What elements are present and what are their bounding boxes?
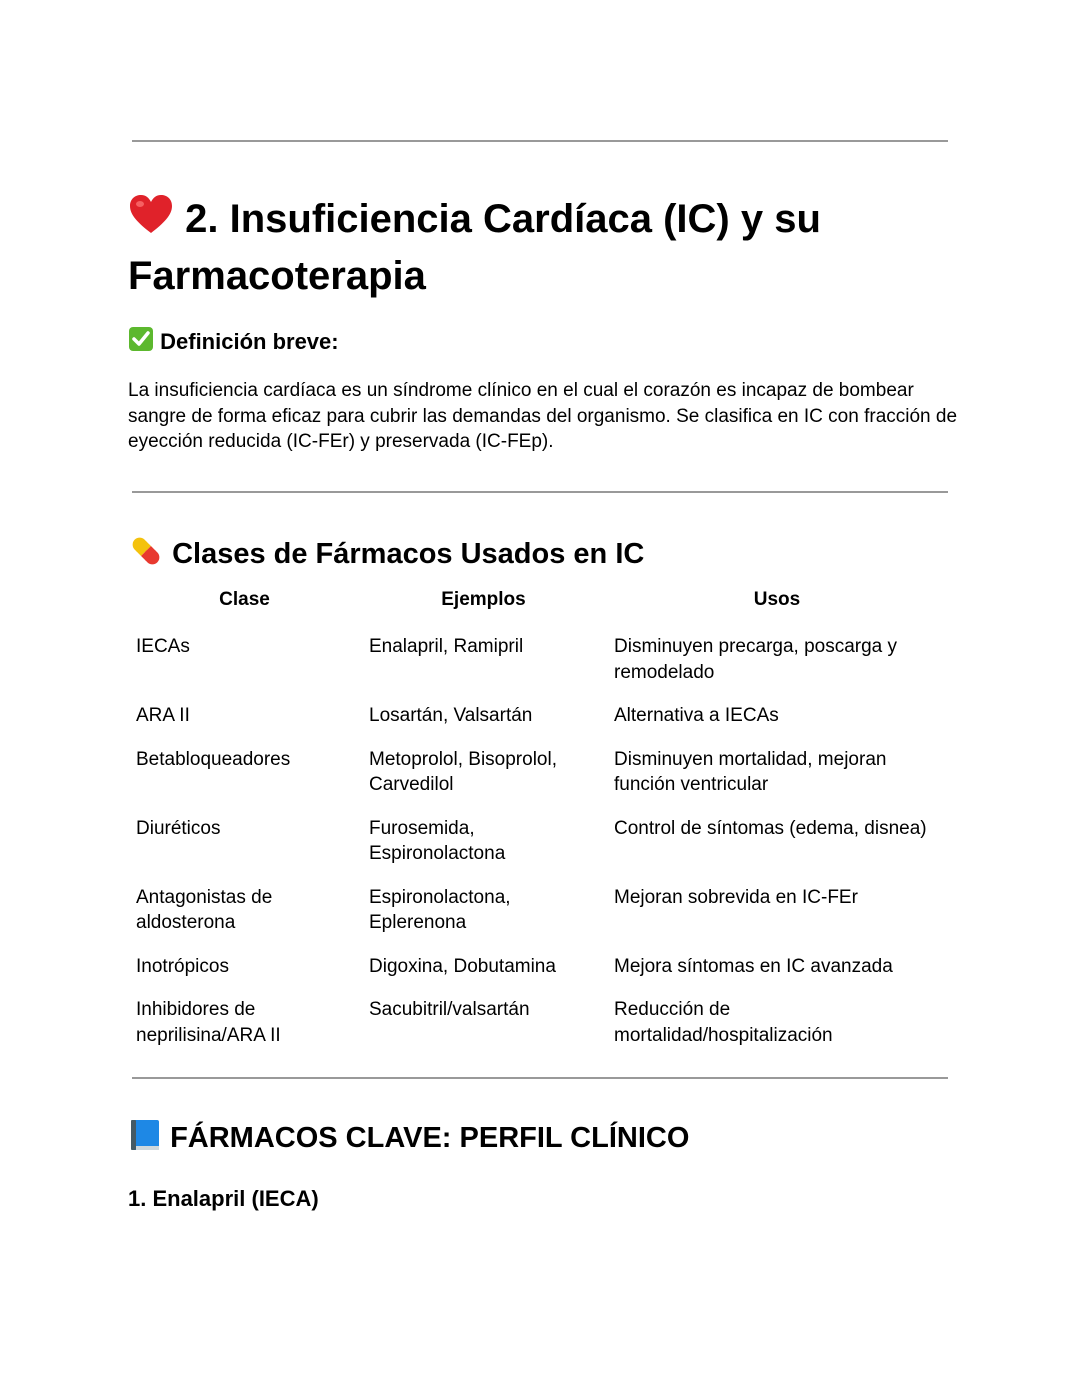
- cell-usos: Alternativa a IECAs: [614, 705, 779, 726]
- red-heart-icon: [128, 193, 174, 249]
- table-row: [128, 629, 948, 698]
- cell-ejemplos: Furosemida, Espironolactona: [369, 817, 506, 864]
- table-row: [128, 992, 948, 1061]
- cell-usos: Mejoran sobrevida en IC-FEr: [614, 886, 858, 908]
- definition-heading-text: Definición breve:: [160, 328, 339, 354]
- cell-ejemplos: Enalapril, Ramipril: [369, 636, 524, 657]
- table-header-row: [128, 587, 948, 629]
- cell-ejemplos: Metoprolol, Bisoprolol, Carvedilol: [369, 748, 557, 795]
- cell-clase: Antagonistas de aldosterona: [136, 886, 273, 933]
- column-header-ejemplos: Ejemplos: [441, 589, 526, 610]
- key-drugs-heading: [128, 1118, 689, 1161]
- check-mark-button-icon: [128, 326, 154, 360]
- cell-usos: Disminuyen mortalidad, mejoran función ventricular: [614, 748, 887, 795]
- definition-paragraph: La insuficiencia cardíaca es un síndrome clínico en el cual el corazón es incapaz de bombear sangre de forma eficaz para cubrir las demandas del organismo. Se clasifica en IC con fracción de eyección reducida (IC-FEr) y preservada (IC-FEp).: [128, 380, 958, 452]
- cell-clase: ARA II: [136, 705, 190, 726]
- drug-item-heading: 1. Enalapril (IECA): [128, 1186, 319, 1211]
- cell-usos: Control de síntomas (edema, disnea): [614, 817, 927, 839]
- drug-classes-table: [128, 587, 948, 1061]
- blue-book-icon: [128, 1118, 162, 1161]
- section-title-text: 2. Insuficiencia Cardíaca (IC) y su Farmacoterapia: [128, 197, 821, 299]
- table-row: [128, 949, 948, 993]
- table-row: [128, 811, 948, 880]
- cell-clase: Betabloqueadores: [136, 748, 291, 770]
- divider-middle: [132, 491, 948, 493]
- cell-clase: Inotrópicos: [136, 955, 229, 977]
- cell-usos: Disminuyen precarga, poscarga y remodelado: [614, 636, 898, 683]
- divider-bottom: [132, 1077, 948, 1079]
- cell-ejemplos: Losartán, Valsartán: [369, 705, 533, 726]
- table-row: [128, 698, 948, 742]
- cell-clase: IECAs: [136, 636, 190, 657]
- cell-clase: Inhibidores de neprilisina/ARA II: [136, 999, 281, 1046]
- table-row: [128, 742, 948, 811]
- section-title: [128, 192, 948, 303]
- cell-ejemplos: Sacubitril/valsartán: [369, 999, 530, 1020]
- table-row: [128, 880, 948, 949]
- column-header-clase: Clase: [219, 589, 270, 610]
- key-drugs-heading-text: FÁRMACOS CLAVE: PERFIL CLÍNICO: [170, 1122, 690, 1155]
- cell-ejemplos: Digoxina, Dobutamina: [369, 955, 556, 977]
- classes-heading-text: Clases de Fármacos Usados en IC: [172, 538, 645, 571]
- cell-clase: Diuréticos: [136, 817, 221, 839]
- cell-usos: Reducción de mortalidad/hospitalización: [614, 999, 833, 1046]
- cell-usos: Mejora síntomas en IC avanzada: [614, 955, 893, 977]
- column-header-usos: Usos: [753, 589, 801, 610]
- classes-heading: [128, 533, 644, 578]
- definition-heading: [128, 326, 339, 360]
- cell-ejemplos: Espironolactona, Eplerenona: [369, 886, 511, 933]
- pill-icon: [128, 533, 164, 578]
- divider-top: [132, 140, 948, 142]
